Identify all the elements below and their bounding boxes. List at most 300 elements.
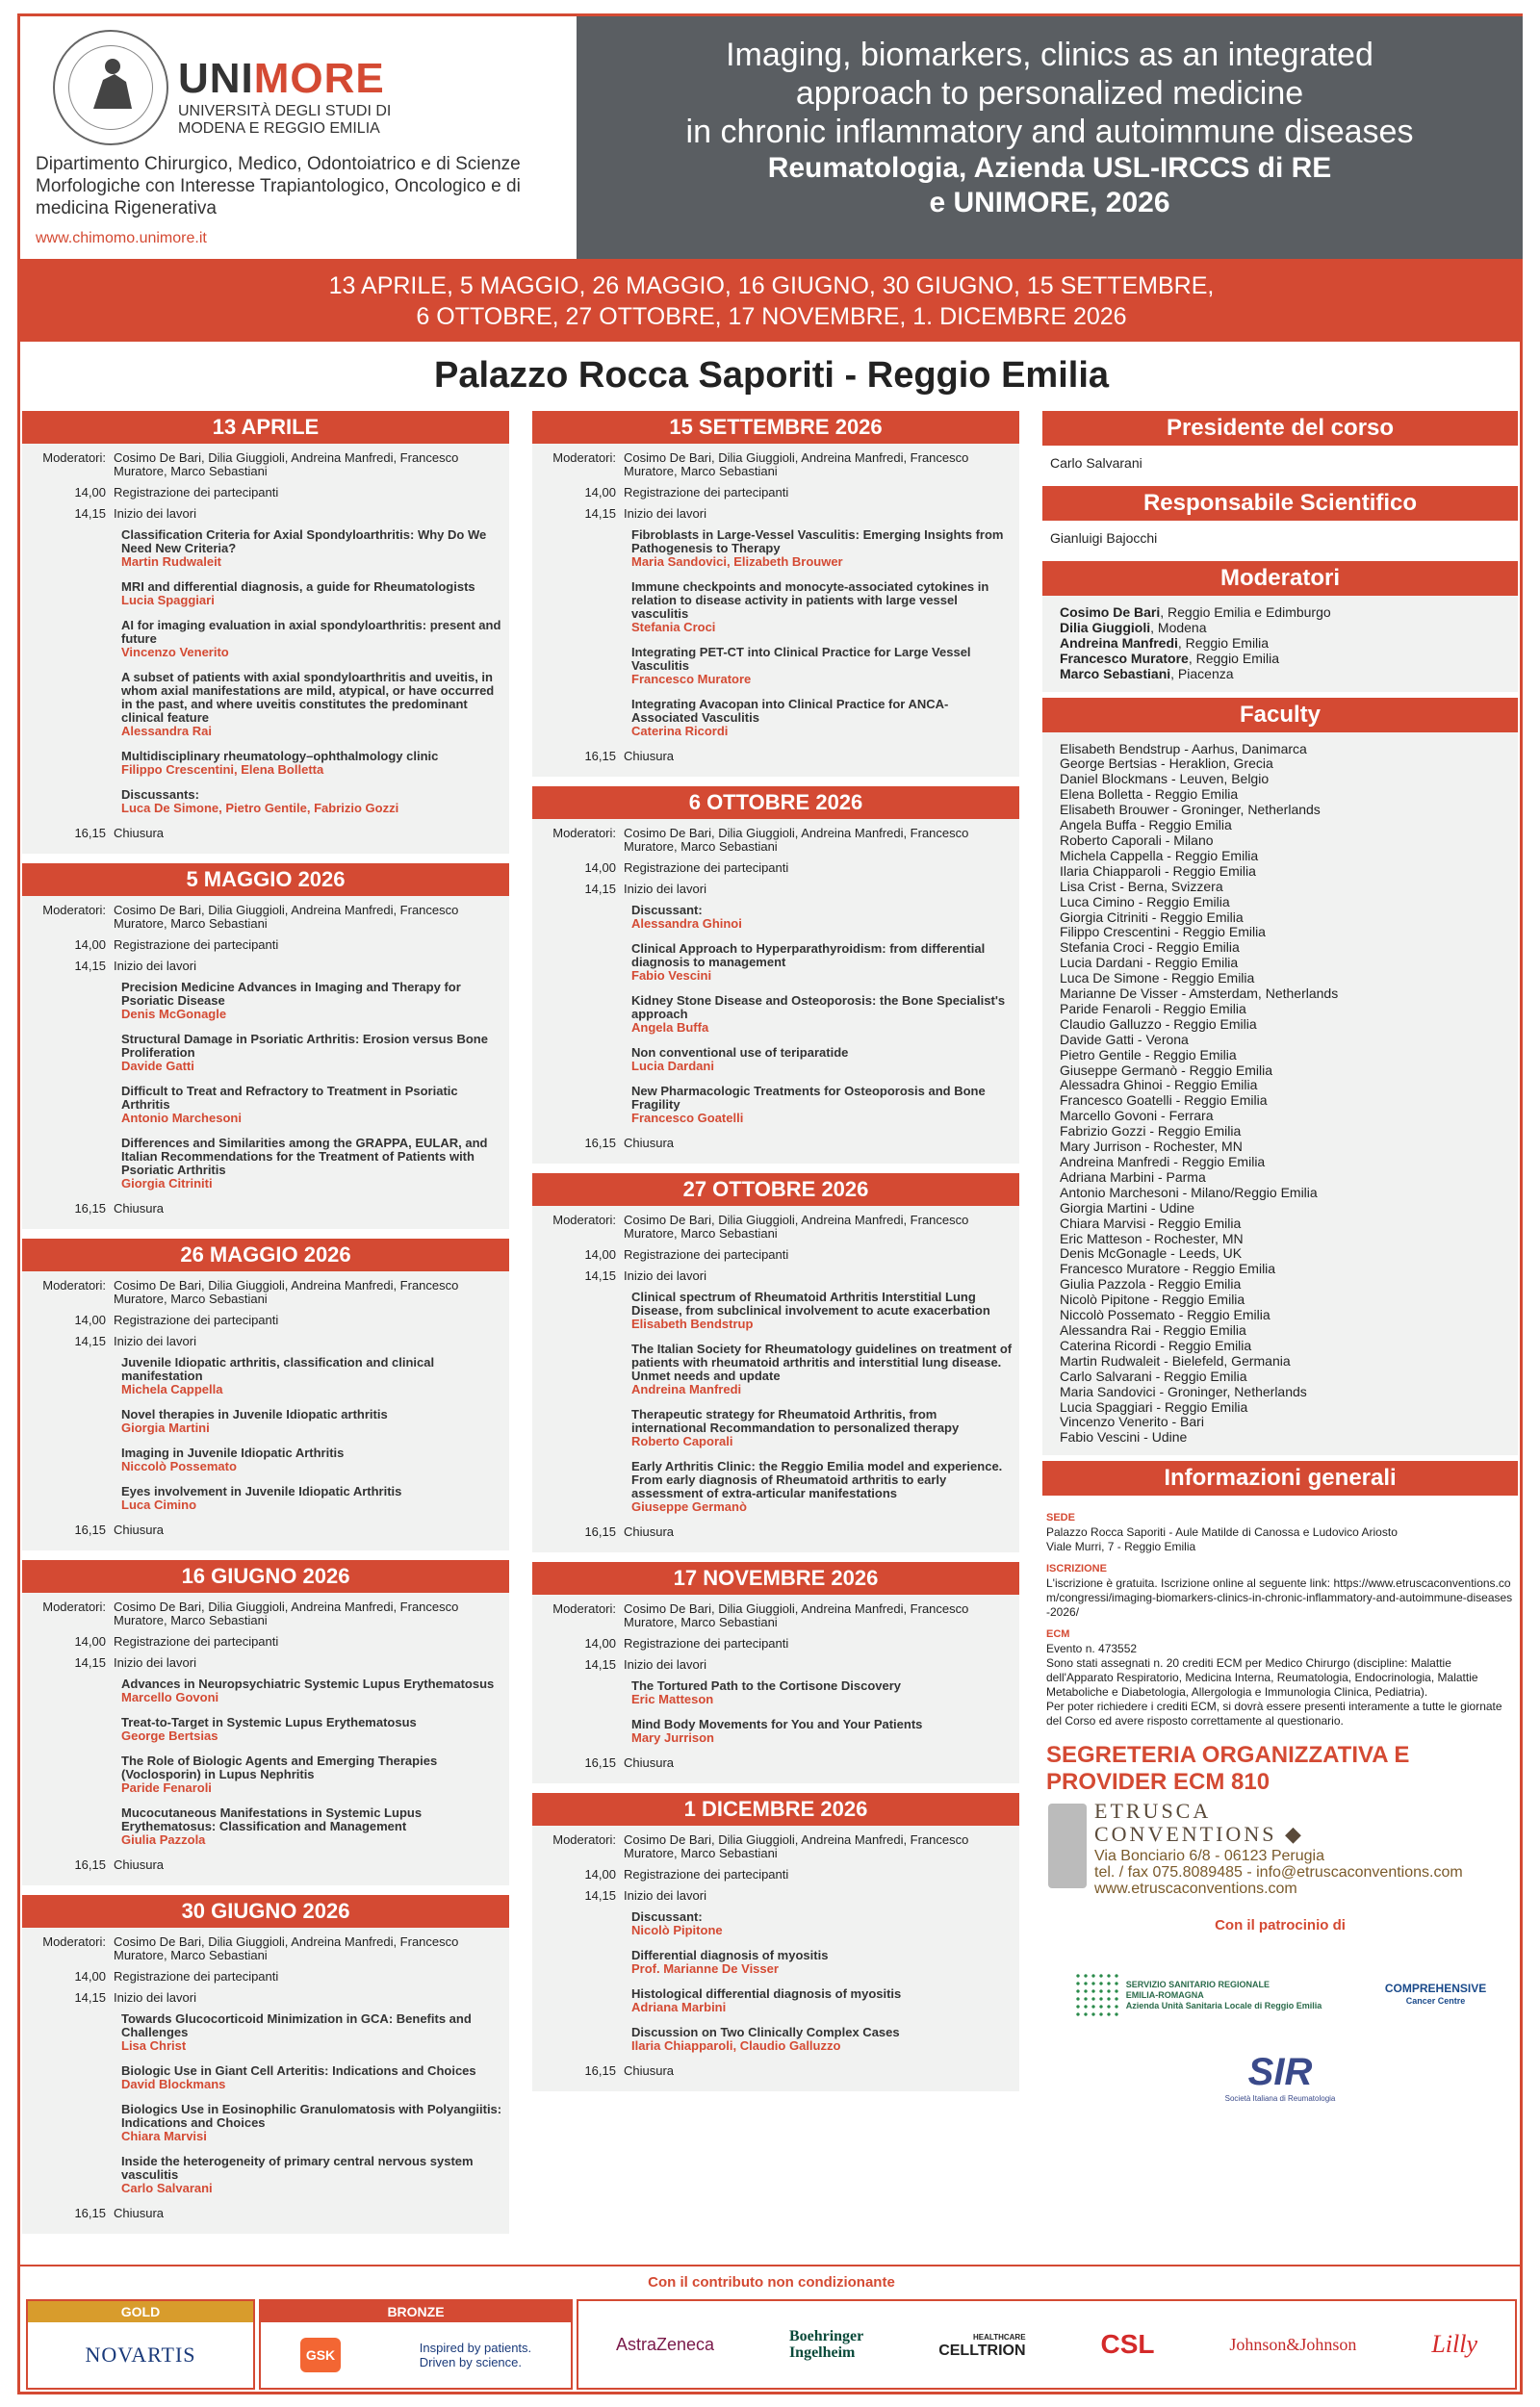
moderator-name: Cosimo De Bari [1060,604,1161,620]
faculty-member: Marianne De Visser - Amsterdam, Netherlands [1060,986,1339,1002]
title-line: Imaging, biomarkers, clinics as an integrated [726,37,1373,73]
time: 16,15 [584,1136,616,1150]
university-logo-area [20,16,577,259]
session-body [22,896,509,1229]
session-heading: 16 GIUGNO 2026 [22,1560,509,1593]
start-row [532,507,1014,521]
talk-title: A subset of patients with axial spondyloarthritis and uveitis, in whom axial manifestations are mild, atypical, or have occurred in the past, and where uveitis constitutes the predominant clinical feature [121,670,495,725]
moderators-row [22,1935,503,1962]
talk-speaker: George Bertsias [121,1728,218,1743]
time: 14,15 [584,1888,616,1903]
closing-label: Chiusura [624,1136,675,1150]
talk-speaker: Paride Fenaroli [121,1780,212,1795]
talk-title: Structural Damage in Psoriatic Arthritis: Erosion versus Bone Proliferation [121,1032,488,1060]
general-info [1042,1496,1518,1736]
talk-speaker: Alessandra Rai [121,724,212,738]
talk-speaker: Lucia Spaggiari [121,593,215,607]
session-body [22,444,509,854]
session-heading: 27 OTTOBRE 2026 [532,1173,1019,1206]
talk-title: Mind Body Movements for You and Your Patients [631,1717,923,1731]
session-body [22,1271,509,1550]
start-row [22,1335,503,1348]
time: 16,15 [584,1524,616,1539]
talk-title: Juvenile Idiopatic arthritis, classification and clinical manifestation [121,1355,435,1383]
talk [631,1679,1014,1706]
session-heading: 5 MAGGIO 2026 [22,863,509,896]
department-name: Dipartimento Chirurgico, Medico, Odontoiatrico e di Scienze Morfologiche con Interesse Trapiantologico, Oncologico e di medicina Rigenerativa [36,154,521,218]
venue-address: Viale Murri, 7 - Reggio Emilia [1046,1540,1196,1554]
time: 14,15 [584,882,616,896]
talk [121,1356,503,1396]
lilly-logo: Lilly [1431,2330,1478,2358]
talk [121,1806,503,1847]
time: 14,15 [74,1990,106,2005]
bronze-sponsor-box [259,2299,573,2390]
time: 14,15 [584,506,616,521]
talk-speaker: Adriana Marbini [631,2000,727,2014]
time: 14,15 [74,959,106,973]
talk-speaker: Francesco Muratore [631,672,752,686]
time: 14,15 [74,506,106,521]
faculty-member: Giorgia Martini - Udine [1060,1199,1195,1216]
moderator-city: , Modena [1150,619,1207,635]
department-url[interactable]: www.chimomo.unimore.it [36,230,207,246]
info-column [1042,411,1518,2103]
moderator-name: Dilia Giuggioli [1060,619,1151,635]
faculty-member: Lucia Spaggiari - Reggio Emilia [1060,1398,1248,1415]
time: 14,00 [584,1867,616,1882]
talk [631,646,1014,686]
faculty-member: Giuseppe Germanò - Reggio Emilia [1060,1062,1272,1078]
csl-logo: CSL [1100,2329,1155,2359]
scientific-lead-heading: Responsabile Scientifico [1042,486,1518,521]
start-label: Inizio dei lavori [114,1334,196,1348]
gold-label: GOLD [28,2301,253,2322]
session-body [532,444,1019,777]
start-label: Inizio dei lavori [114,506,196,521]
talk [121,1716,503,1743]
talk [631,528,1014,569]
session-heading: 15 SETTEMBRE 2026 [532,411,1019,444]
faculty-member: Andreina Manfredi - Reggio Emilia [1060,1154,1266,1169]
moderators-names: Cosimo De Bari, Dilia Giuggioli, Andreina Manfredi, Francesco Muratore, Marco Sebastiani [114,1934,459,1962]
session-body [532,1826,1019,2091]
moderator-name: Marco Sebastiani [1060,665,1171,681]
talk [121,1754,503,1795]
session-heading: 1 DICEMBRE 2026 [532,1793,1019,1826]
talk-speaker: Luca Cimino [121,1498,197,1512]
gsk-logo: GSK [300,2338,341,2372]
unimore-logo: UNIMORE [178,55,385,102]
talk-speaker: Denis McGonagle [121,1007,227,1021]
talk [121,1408,503,1435]
start-label: Inizio dei lavori [114,1990,196,2005]
talk [631,1987,1014,2014]
start-row [22,507,503,521]
talk [631,1291,1014,1331]
moderators-heading: Moderatori [1042,561,1518,596]
course-dates [20,259,1523,342]
organizer-email[interactable]: tel. / fax 075.8089485 - info@etruscaconventions.com [1094,1864,1463,1882]
faculty-list [1042,732,1518,1456]
title-line: approach to personalized medicine [795,75,1304,112]
time: 14,00 [74,1313,106,1327]
time: 16,15 [74,826,106,840]
talk [631,1460,1014,1514]
moderators-label: Moderatori: [42,450,106,465]
moderator-name: Francesco Muratore [1060,650,1189,666]
talk-title: Treat-to-Target in Systemic Lupus Erythematosus [121,1715,417,1729]
moderators-row [532,827,1014,854]
talk [121,1085,503,1125]
general-info-heading: Informazioni generali [1042,1461,1518,1496]
ssr-dots-icon [1074,1972,1120,2018]
registration-text[interactable]: L'iscrizione è gratuita. Iscrizione online al seguente link: https://www.etruscaconventions.com/congressi/imaging-biomarkers-clinics-in-chronic-inflammatory-and-autoimmune-diseases-2026/ [1046,1576,1513,1620]
talk-title: The Italian Society for Rheumatology guidelines on treatment of patients with rheumatoid arthritis and interstitial lung disease. Unmet needs and update [631,1342,1013,1383]
faculty-member: Claudio Galluzzo - Reggio Emilia [1060,1015,1257,1032]
talk-title: The Role of Biologic Agents and Emerging Therapies (Voclosporin) in Lupus Nephritis [121,1754,438,1781]
talk [631,1910,1014,1937]
moderator-entry [1060,605,1501,621]
faculty-member: Giorgia Citriniti - Reggio Emilia [1060,909,1244,925]
talk [631,1085,1014,1125]
talk [121,750,503,777]
talk-speaker: Mary Jurrison [631,1730,714,1745]
other-sponsor-box [577,2299,1517,2390]
gold-sponsor-box [26,2299,255,2390]
registration-row [532,861,1014,875]
time: 14,00 [74,1969,106,1984]
session-body [532,819,1019,1164]
celltrion-logo: HEALTHCARE CELLTRION [938,2333,1026,2359]
faculty-member: Antonio Marchesoni - Milano/Reggio Emilia [1060,1184,1318,1200]
patronage-label: Con il patrocinio di [1215,1917,1346,1934]
faculty-member: Martin Rudwaleit - Bielefeld, Germania [1060,1352,1291,1369]
time: 16,15 [74,2206,106,2220]
sponsors-title: Con il contributo non condizionante [648,2274,895,2291]
talk [631,1408,1014,1448]
dates-line: 13 APRILE, 5 MAGGIO, 26 MAGGIO, 16 GIUGNO, 30 GIUGNO, 15 SETTEMBRE, [328,272,1215,299]
talk-speaker: Andreina Manfredi [631,1382,742,1396]
closing-label: Chiusura [624,2063,675,2078]
faculty-member: Lisa Crist - Berna, Svizzera [1060,878,1223,894]
registration-row [532,1248,1014,1262]
faculty-member: Daniel Blockmans - Leuven, Belgio [1060,771,1270,787]
moderators-names: Cosimo De Bari, Dilia Giuggioli, Andreina Manfredi, Francesco Muratore, Marco Sebastiani [114,1600,459,1627]
president-heading: Presidente del corso [1042,411,1518,446]
time: 14,15 [74,1655,106,1670]
ecm-label: ECM [1046,1628,1070,1641]
talk [121,2064,503,2091]
registration-label: Registrazione dei partecipanti [624,1636,789,1651]
talk-title: Advances in Neuropsychiatric Systemic Lupus Erythematosus [121,1677,495,1691]
registration-row [532,486,1014,499]
session-heading: 30 GIUGNO 2026 [22,1895,509,1928]
faculty-member: Elisabeth Brouwer - Groninger, Netherlands [1060,802,1321,818]
time: 14,00 [584,1247,616,1262]
talk-title: Histological differential diagnosis of myositis [631,1986,902,2001]
closing-row [532,1137,1014,1150]
time: 14,00 [584,860,616,875]
president-name: Carlo Salvarani [1042,446,1518,480]
start-label: Inizio dei lavori [114,1655,196,1670]
moderators-row [532,1602,1014,1629]
talk-speaker: Luca De Simone, Pietro Gentile, Fabrizio Gozzi [121,801,399,815]
faculty-member: Adriana Marbini - Parma [1060,1168,1206,1185]
moderators-label: Moderatori: [42,1934,106,1949]
moderators-names: Cosimo De Bari, Dilia Giuggioli, Andreina Manfredi, Francesco Muratore, Marco Sebastiani [114,1278,459,1306]
talk-title: Non conventional use of teriparatide [631,1045,849,1060]
talk-speaker: Elisabeth Bendstrup [631,1317,754,1331]
faculty-member: Stefania Croci - Reggio Emilia [1060,939,1240,956]
ecm-credits: Sono stati assegnati n. 20 crediti ECM per Medico Chirurgo (discipline: Malattie dell'Apparato Respiratorio, Medicina Interna, Reumatologia, Endocrinologia, Malattie Metaboliche e Diabetologia, Allergologia e Immunologia Clinica, Pediatria). [1046,1656,1478,1700]
talk-speaker: Michela Cappella [121,1382,223,1396]
talk-title: Eyes involvement in Juvenile Idiopatic Arthritis [121,1484,402,1498]
time: 16,15 [584,1755,616,1770]
moderators-names: Cosimo De Bari, Dilia Giuggioli, Andreina Manfredi, Francesco Muratore, Marco Sebastiani [624,1213,969,1241]
talk-title: Differential diagnosis of myositis [631,1948,829,1962]
start-row [532,883,1014,896]
closing-row [22,1524,503,1537]
comprehensive-cancer-centre-logo: COMPREHENSIVE Cancer Centre [1384,1982,1487,2007]
registration-label: Registrazione dei partecipanti [114,1969,279,1984]
talk [121,528,503,569]
registration-label: ISCRIZIONE [1046,1563,1107,1575]
moderators-label: Moderatori: [552,826,616,840]
registration-row [22,486,503,499]
session-heading: 26 MAGGIO 2026 [22,1239,509,1271]
moderators-names: Cosimo De Bari, Dilia Giuggioli, Andreina Manfredi, Francesco Muratore, Marco Sebastiani [624,826,969,854]
session-body [532,1595,1019,1783]
time: 16,15 [584,749,616,763]
session-heading: 6 OTTOBRE 2026 [532,786,1019,819]
talk [121,619,503,659]
subtitle-line: Reumatologia, Azienda USL-IRCCS di RE [767,152,1332,184]
faculty-member: Caterina Ricordi - Reggio Emilia [1060,1337,1252,1353]
talk-title: Discussion on Two Clinically Complex Cases [631,2025,900,2039]
faculty-member: Davide Gatti - Verona [1060,1031,1189,1047]
time: 14,15 [584,1268,616,1283]
talk-title: Integrating PET-CT into Clinical Practice for Large Vessel Vasculitis [631,645,971,673]
johnson-logo: Johnson&Johnson [1229,2334,1357,2354]
talk-title: Inside the heterogeneity of primary central nervous system vasculitis [121,2154,474,2182]
organizer-logo [1046,1800,1514,1896]
start-label: Inizio dei lavori [624,506,706,521]
start-label: Inizio dei lavori [624,1268,706,1283]
moderators-label: Moderatori: [552,1832,616,1847]
program-column-1 [22,411,509,2243]
faculty-member: Ilaria Chiapparoli - Reggio Emilia [1060,862,1256,879]
registration-row [22,938,503,952]
start-row [22,1991,503,2005]
registration-label: Registrazione dei partecipanti [114,937,279,952]
boehringer-logo: Boehringer Ingelheim [788,2328,864,2361]
talk-speaker: Marcello Govoni [121,1690,219,1704]
time: 16,15 [74,1523,106,1537]
closing-label: Chiusura [114,826,165,840]
faculty-member: Elena Bolletta - Reggio Emilia [1060,786,1239,803]
organizer-contacts: Via Bonciario 6/8 - 06123 Perugia tel. / fax 075.8089485 - info@etruscaconventions.com www.etruscaconventions.com [1094,1848,1463,1898]
start-row [532,1269,1014,1283]
time: 14,00 [584,485,616,499]
talk [631,904,1014,931]
talk-title: Early Arthritis Clinic: the Reggio Emilia model and experience. From early diagnosis of Rheumatoid arthritis to early assessment of extra-articular manifestations [631,1459,1003,1500]
moderators-label: Moderatori: [42,903,106,917]
talk-title: Difficult to Treat and Refractory to Treatment in Psoriatic Arthritis [121,1084,458,1112]
talk-title: Biologics Use in Eosinophilic Granulomatosis with Polyangiitis: Indications and Choices [121,2102,502,2130]
talk-title: Discussants: [121,787,199,802]
venue-label: SEDE [1046,1512,1075,1524]
closing-row [532,1525,1014,1539]
talk-title: Biologic Use in Giant Cell Arteritis: Indications and Choices [121,2063,476,2078]
registration-label: Registrazione dei partecipanti [624,485,789,499]
session-heading: 13 APRILE [22,411,509,444]
time: 14,15 [584,1657,616,1672]
moderators-row [22,1600,503,1627]
closing-label: Chiusura [114,1523,165,1537]
faculty-member: Luca De Simone - Reggio Emilia [1060,970,1255,986]
time: 14,00 [74,937,106,952]
moderators-list [1042,596,1518,692]
ecm-note: Per poter richiedere i crediti ECM, si dovrà essere presenti interamente a tutte le giornate del Corso ed avere risposto correttamente al questionario. [1046,1700,1502,1728]
talk-title: Imaging in Juvenile Idiopatic Arthritis [121,1446,345,1460]
venue-title: Palazzo Rocca Saporiti - Reggio Emilia [433,355,1110,396]
start-row [532,1889,1014,1903]
faculty-member: Marcello Govoni - Ferrara [1060,1108,1214,1124]
talk [121,1033,503,1073]
moderator-entry [1060,652,1501,667]
talk-title: Multidisciplinary rheumatology–ophthalmology clinic [121,749,439,763]
moderators-names: Cosimo De Bari, Dilia Giuggioli, Andreina Manfredi, Francesco Muratore, Marco Sebastiani [114,903,459,931]
closing-label: Chiusura [624,1755,675,1770]
university-seal-icon [53,30,168,145]
title-line: in chronic inflammatory and autoimmune diseases [685,114,1414,150]
faculty-member: Angela Buffa - Reggio Emilia [1060,817,1232,833]
faculty-member: Pietro Gentile - Reggio Emilia [1060,1046,1237,1063]
closing-label: Chiusura [624,1524,675,1539]
time: 14,15 [74,1334,106,1348]
moderators-names: Cosimo De Bari, Dilia Giuggioli, Andreina Manfredi, Francesco Muratore, Marco Sebastiani [114,450,459,478]
moderators-label: Moderatori: [552,1601,616,1616]
talk-speaker: Ilaria Chiapparoli, Claudio Galluzzo [631,2038,841,2053]
talk [631,1343,1014,1396]
talk [121,1137,503,1191]
talk-speaker: Fabio Vescini [631,968,712,983]
talk [631,994,1014,1035]
moderator-city: , Piacenza [1170,665,1234,681]
talk [631,698,1014,738]
moderators-row [532,1833,1014,1860]
moderator-entry [1060,636,1501,652]
faculty-member: Michela Cappella - Reggio Emilia [1060,847,1259,863]
session-heading: 17 NOVEMBRE 2026 [532,1562,1019,1595]
faculty-member: Eric Matteson - Rochester, MN [1060,1230,1244,1246]
start-row [22,960,503,973]
bronze-label: BRONZE [261,2301,571,2322]
talk-speaker: Stefania Croci [631,620,716,634]
faculty-member: Vincenzo Venerito - Bari [1060,1414,1204,1430]
talk-speaker: Angela Buffa [631,1020,709,1035]
time: 14,00 [74,485,106,499]
talk [121,1485,503,1512]
moderator-entry [1060,621,1501,636]
start-row [22,1656,503,1670]
talk-title: AI for imaging evaluation in axial spondyloarthritis: present and future [121,618,501,646]
talk-speaker: Antonio Marchesoni [121,1111,242,1125]
talk-title: Differences and Similarities among the GRAPPA, EULAR, and Italian Recommendations for the Treatment of Patients with Psoriatic Arthritis [121,1136,488,1177]
talk-title: Mucocutaneous Manifestations in Systemic Lupus Erythematosus: Classification and Management [121,1805,423,1833]
program-column-2 [532,411,1019,2101]
registration-label: Registrazione dei partecipanti [624,1247,789,1262]
talk-speaker: Lisa Christ [121,2038,187,2053]
talk [121,788,503,815]
talk [121,671,503,738]
talk [631,580,1014,634]
start-label: Inizio dei lavori [624,1888,706,1903]
subtitle-line: e UNIMORE, 2026 [929,187,1170,218]
talk-title: The Tortured Path to the Cortisone Discovery [631,1678,902,1693]
faculty-member: Paride Fenaroli - Reggio Emilia [1060,1000,1246,1016]
talk-speaker: Giuseppe Germanò [631,1499,747,1514]
time: 16,15 [584,2063,616,2078]
faculty-member: George Bertsias - Heraklion, Grecia [1060,755,1273,772]
faculty-member: Mary Jurrison - Rochester, MN [1060,1139,1243,1155]
talk [121,981,503,1021]
organizer-website[interactable]: www.etruscaconventions.com [1094,1881,1297,1898]
talk-speaker: Giulia Pazzola [121,1832,206,1847]
moderator-entry [1060,667,1501,682]
ssr-logo: SERVIZIO SANITARIO REGIONALE EMILIA-ROMAGNA Azienda Unità Sanitaria Locale di Reggio Emilia [1074,1972,1322,2018]
faculty-member: Chiara Marvisi - Reggio Emilia [1060,1215,1242,1231]
time: 14,00 [584,1636,616,1651]
talk-title: Towards Glucocorticoid Minimization in GCA: Benefits and Challenges [121,2011,472,2039]
moderators-label: Moderatori: [552,1213,616,1227]
session-body [22,1928,509,2234]
talk-speaker: Martin Rudwaleit [121,554,222,569]
start-label: Inizio dei lavori [114,959,196,973]
talk-title: Precision Medicine Advances in Imaging and Therapy for Psoriatic Disease [121,980,461,1008]
talk-title: Therapeutic strategy for Rheumatoid Arthritis, from international Recommandation to personalized therapy [631,1407,960,1435]
talk-title: Kidney Stone Disease and Osteoporosis: the Bone Specialist's approach [631,993,1006,1021]
moderator-name: Andreina Manfredi [1060,634,1178,651]
talk-title: New Pharmacologic Treatments for Osteoporosis and Bone Fragility [631,1084,986,1112]
closing-row [22,1858,503,1872]
course-title-block [577,16,1523,259]
etrusca-name: ETRUSCA CONVENTIONS ◆ [1094,1799,1304,1847]
talk-speaker: Nicolò Pipitone [631,1923,723,1937]
talk-title: Discussant: [631,1909,703,1924]
registration-label: Registrazione dei partecipanti [114,1313,279,1327]
start-label: Inizio dei lavori [624,882,706,896]
ucb-logo: Inspired by patients. Driven by science. [419,2341,532,2369]
faculty-member: Fabio Vescini - Udine [1060,1429,1188,1446]
registration-label: Registrazione dei partecipanti [624,860,789,875]
talk [121,1447,503,1473]
talk-speaker: Caterina Ricordi [631,724,729,738]
talk [121,580,503,607]
faculty-heading: Faculty [1042,698,1518,732]
closing-label: Chiusura [114,2206,165,2220]
closing-label: Chiusura [114,1857,165,1872]
footer-divider [20,2265,1523,2266]
talk-title: Clinical spectrum of Rheumatoid Arthritis Interstitial Lung Disease, from subclinical involvement to acute exacerbation [631,1290,990,1318]
session-body [22,1593,509,1885]
talk-speaker: Niccolò Possemato [121,1459,237,1473]
time: 16,15 [74,1857,106,1872]
moderators-names: Cosimo De Bari, Dilia Giuggioli, Andreina Manfredi, Francesco Muratore, Marco Sebastiani [624,1601,969,1629]
faculty-member: Roberto Caporali - Milano [1060,832,1214,848]
closing-row [22,827,503,840]
